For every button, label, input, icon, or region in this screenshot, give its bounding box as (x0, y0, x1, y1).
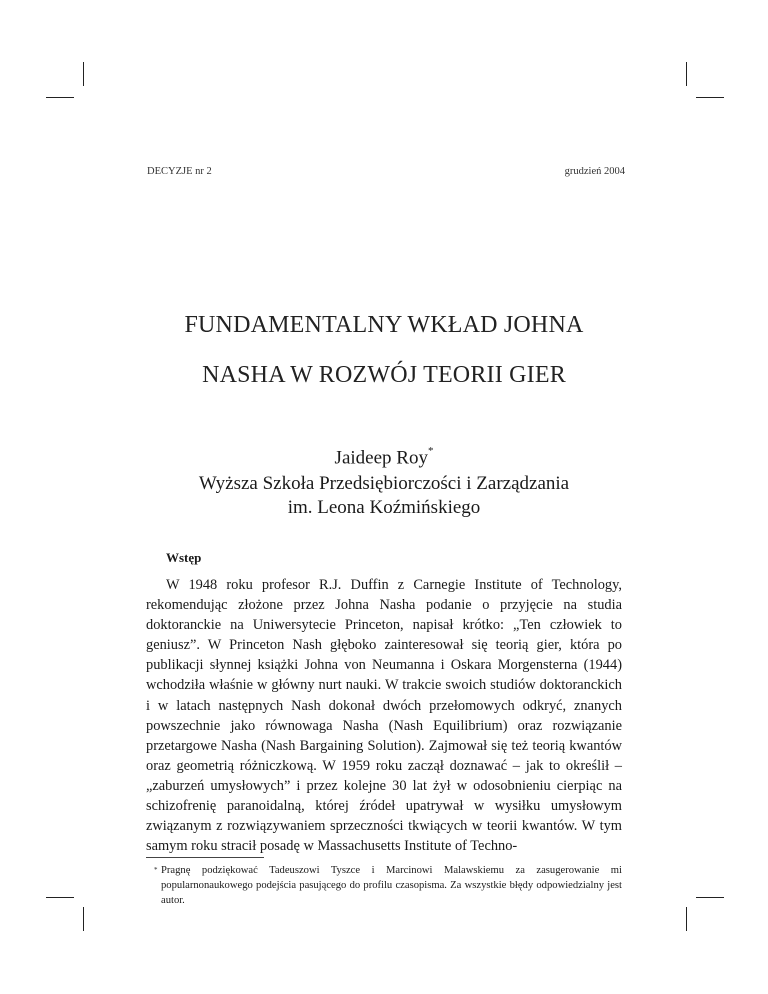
footnote-mark: * (154, 866, 158, 874)
footnote-rule (146, 857, 264, 858)
crop-mark-bottom-left-horizontal (46, 897, 74, 898)
author-footnote-mark: * (427, 445, 434, 457)
crop-mark-top-left-vertical (83, 62, 84, 86)
crop-mark-bottom-right-vertical (686, 907, 687, 931)
crop-mark-top-left-horizontal (46, 97, 74, 98)
crop-mark-top-right-horizontal (696, 97, 724, 98)
section-heading: Wstęp (166, 550, 202, 565)
author-affiliation-line-2: im. Leona Koźmińskiego (287, 497, 481, 518)
author-block (0, 447, 768, 469)
crop-mark-bottom-left-vertical (83, 907, 84, 931)
article-title-line-1: FUNDAMENTALNY WKŁAD JOHNA (184, 312, 584, 338)
crop-mark-top-right-vertical (686, 62, 687, 86)
running-head-date: grudzień 2004 (564, 166, 625, 177)
footnote-text: Pragnę podziękować Tadeuszowi Tyszce i Marcinowi Malawskiemu za zasugerowanie mi popularnonaukowego podejścia pasującego do profilu czasopisma. Za wszystkie błędy odpowiedzialny jest autor. (161, 865, 622, 906)
body-paragraph: W 1948 roku profesor R.J. Duffin z Carnegie Institute of Technology, rekomendując złożone przez Johna Nasha podanie o przyjęcie na studia doktoranckie na Uniwersytecie Princeton, napisał krótko: „Ten człowiek to geniusz”. W Princeton Nash głęboko zainteresował się teorią gier, która po publikacji słynnej książki Johna von Neumanna i Oskara Morgensterna (1944) wchodziła właśnie w główny nurt nauki. W trakcie swoich studiów doktoranckich i w latach następnych Nash dokonał dwóch przełomowych odkryć, znanych powszechnie jako równowaga Nasha (Nash Equilibrium) oraz rozwiązanie przetargowe Nasha (Nash Bargaining Solution). Zajmował się też teorią kwantów oraz geometrią różniczkową. W 1959 roku zaczął doznawać – jak to określił – „zaburzeń umysłowych” i przez kolejne 30 lat żył w odosobnieniu cierpiąc na schizofrenię paranoidalną, której źródeł upatrywał w wysiłku umysłowym związanym z rozwiązywaniem sprzeczności tkwiących w teorii kwantów. W tym samym roku stracił posadę w Massachusetts Institute of Techno- (146, 577, 622, 855)
footnote (146, 863, 622, 908)
author-affiliation-line-1: Wyższa Szkoła Przedsiębiorczości i Zarządzania (198, 473, 570, 494)
author-name: Jaideep Roy (334, 447, 428, 469)
running-head-journal: DECYZJE nr 2 (147, 166, 212, 177)
crop-mark-bottom-right-horizontal (696, 897, 724, 898)
article-title-line-2: NASHA W ROZWÓJ TEORII GIER (202, 362, 566, 388)
